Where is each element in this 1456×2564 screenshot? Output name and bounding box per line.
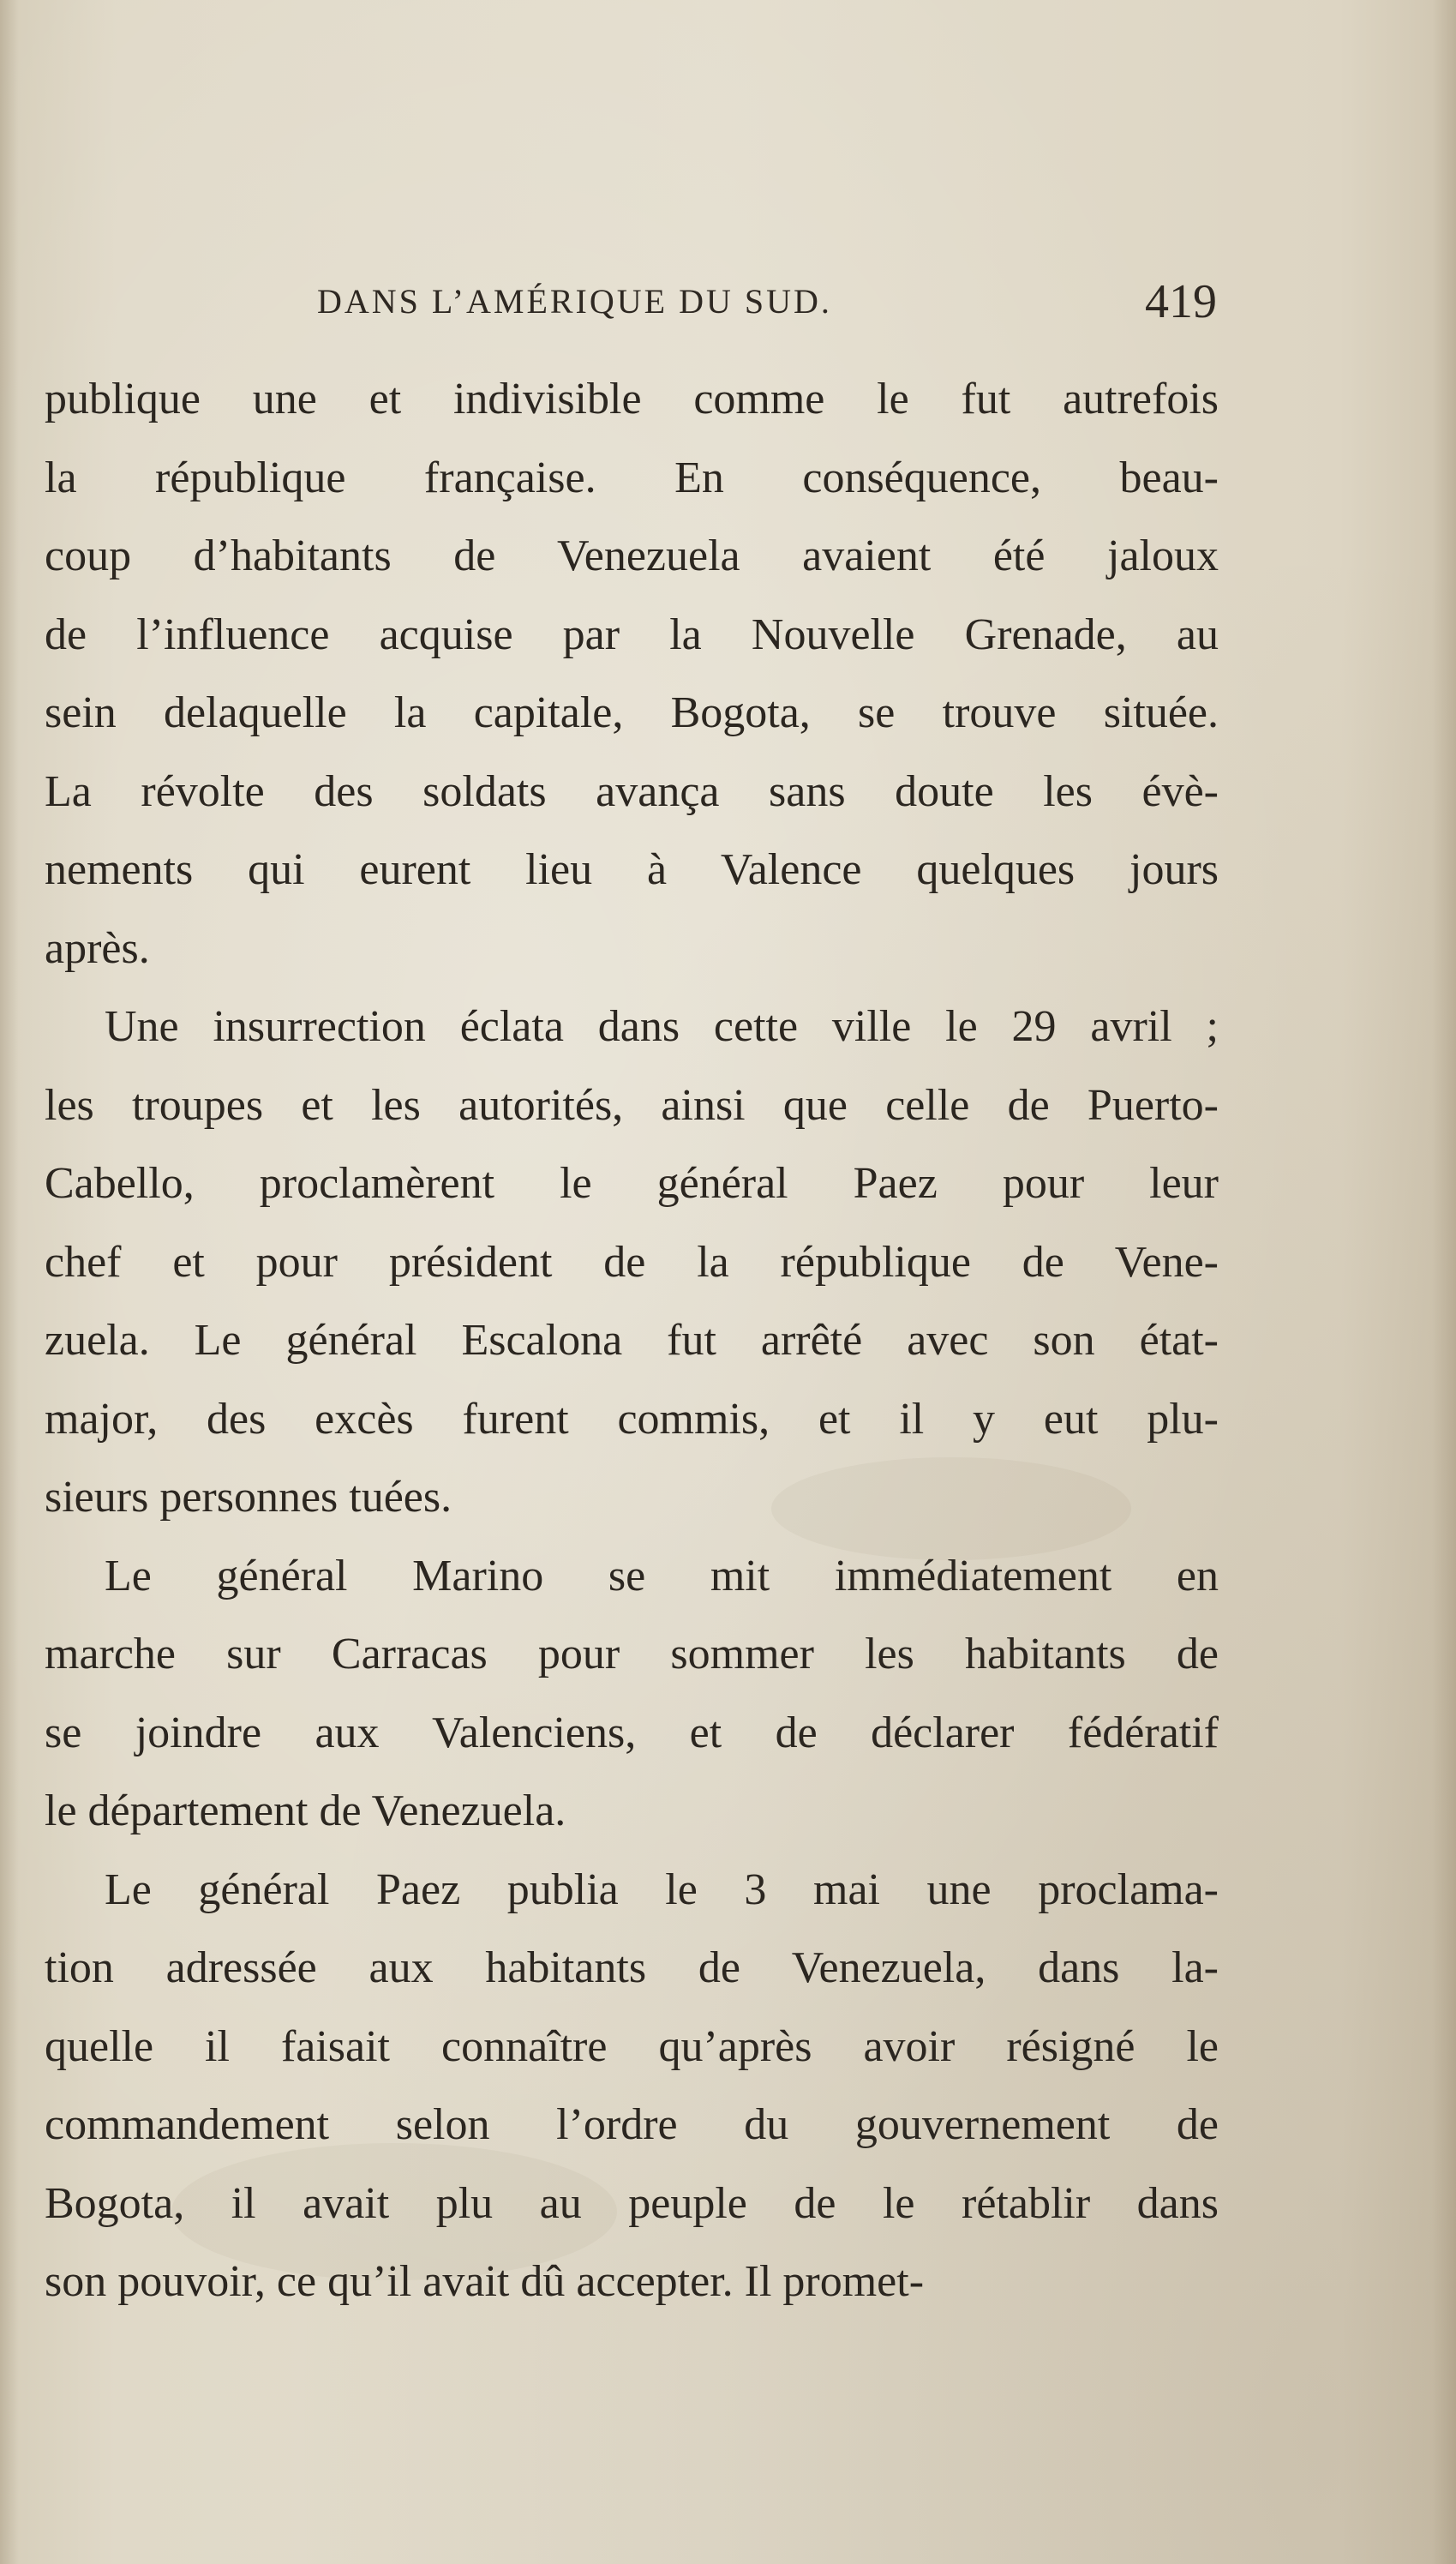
page-gutter-shadow <box>0 0 19 2564</box>
text-line: nements qui eurent lieu à Valence quelques jours <box>45 845 1219 894</box>
text-line: Le général Marino se mit immédiatement en <box>105 1551 1219 1600</box>
text-line: après. <box>45 923 150 973</box>
text-line: sieurs personnes tuées. <box>45 1473 452 1522</box>
text-line: sein delaquelle la capitale, Bogota, se trouve située. <box>45 688 1219 737</box>
text-line: Une insurrection éclata dans cette ville le 29 avril ; <box>105 1002 1219 1051</box>
text-line: tion adressée aux habitants de Venezuela, dans la- <box>45 1943 1219 1992</box>
text-line: major, des excès furent commis, et il y eut plu- <box>45 1394 1219 1444</box>
running-head: DANS L’AMÉRIQUE DU SUD. <box>317 282 832 321</box>
paragraph <box>45 360 1219 988</box>
body-text <box>45 360 1219 2321</box>
text-line: La révolte des soldats avança sans doute les évè- <box>45 766 1219 816</box>
text-line: zuela. Le général Escalona fut arrêté avec son état- <box>45 1316 1219 1365</box>
text-line: quelle il faisait connaître qu’après avoir résigné le <box>45 2021 1219 2071</box>
paragraph <box>45 988 1219 1537</box>
paragraph <box>45 1851 1219 2321</box>
text-line: coup d’habitants de Venezuela avaient été jaloux <box>45 531 1219 580</box>
text-line: se joindre aux Valenciens, et de déclarer fédératif <box>45 1708 1219 1757</box>
page-number: 419 <box>1145 275 1217 328</box>
text-line: Le général Paez publia le 3 mai une proclama- <box>105 1864 1219 1914</box>
text-line: le département de Venezuela. <box>45 1786 566 1835</box>
text-line: Bogota, il avait plu au peuple de le rétablir dans <box>45 2178 1219 2228</box>
text-line: publique une et indivisible comme le fut autrefois <box>45 375 1219 423</box>
text-line: la république française. En conséquence, beau- <box>45 453 1219 502</box>
text-line: Cabello, proclamèrent le général Paez pour leur <box>45 1159 1219 1208</box>
text-line: de l’influence acquise par la Nouvelle Grenade, au <box>45 609 1219 659</box>
page-header <box>317 274 1217 343</box>
page-edge-shadow <box>1432 0 1456 2564</box>
text-line: marche sur Carracas pour sommer les habitants de <box>45 1630 1219 1678</box>
text-line: chef et pour président de la république de Vene- <box>45 1237 1219 1287</box>
text-line: les troupes et les autorités, ainsi que celle de Puerto- <box>45 1080 1219 1130</box>
text-line: son pouvoir, ce qu’il avait dû accepter. Il promet- <box>45 2257 925 2306</box>
paragraph <box>45 1537 1219 1851</box>
text-line: commandement selon l’ordre du gouvernement de <box>45 2100 1219 2149</box>
